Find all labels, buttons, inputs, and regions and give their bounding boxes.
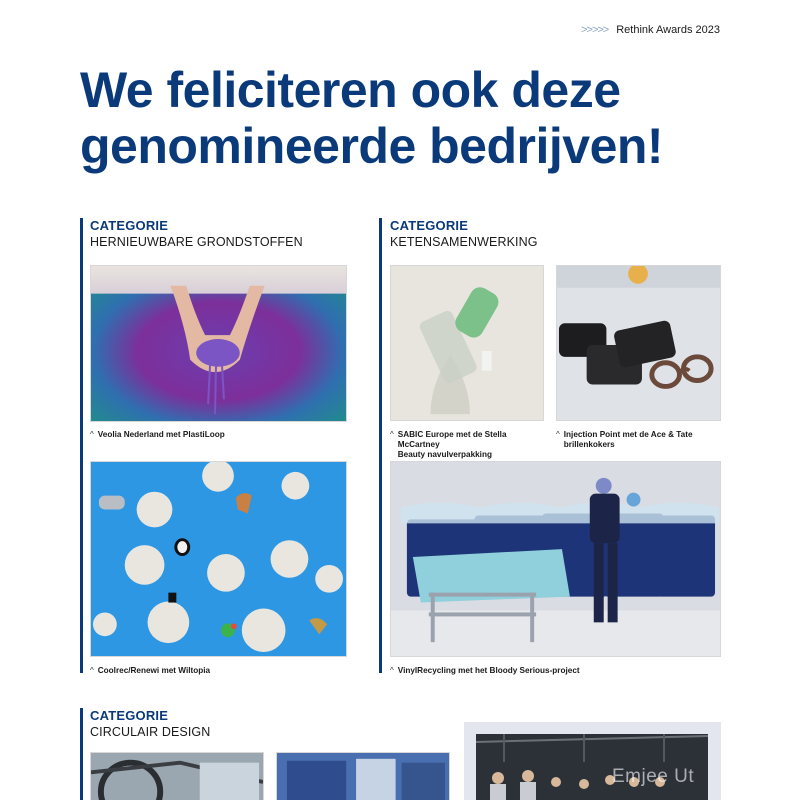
caption-text: Coolrec/Renewi met Wiltopia [97,666,211,675]
photo-factory-machine [276,752,450,800]
watermark-text: Emjee Ut [612,766,695,787]
caret-icon: ^ [90,430,94,439]
caret-icon: ^ [390,666,394,675]
caption-text: Veolia Nederland met PlastiLoop [97,430,225,439]
caption-text: SABIC Europe met de Stella McCartney Beauty navulverpakking [397,430,507,459]
photo-glasses-cases [556,265,721,421]
photo-hospital-bins [390,461,721,657]
photo-hands-granulate [90,265,347,422]
photo-group-frame [464,722,721,800]
section-accent-bar [80,218,83,673]
photo-caption [556,430,721,450]
photo-toys-pellets [90,461,347,657]
caret-icon: ^ [556,430,560,439]
section-accent-bar [379,218,382,673]
title-line-2: genomineerde bedrijven! [80,118,664,174]
photo-caption [90,666,210,676]
photo-caption [390,666,580,676]
section-ketensamenwerking [379,218,724,673]
section-circulair-design [80,708,480,800]
chevron-arrows-icon: >>>>> [581,24,609,36]
category-name: HERNIEUWBARE GRONDSTOFFEN [90,235,303,249]
caption-text: Injection Point met de Ace & Tate brillenkokers [563,430,693,449]
caret-icon: ^ [390,430,394,439]
category-label: CATEGORIE [390,218,469,233]
page-title [80,62,740,174]
photo-refill-bottles [390,265,544,421]
title-line-1: We feliciteren ook deze [80,62,621,118]
photo-caption [390,430,550,460]
section-accent-bar [80,708,83,800]
section-hernieuwbare-grondstoffen [80,218,350,673]
photo-bicycle-wheel [90,752,264,800]
header-tag [581,24,720,36]
caret-icon: ^ [90,666,94,675]
category-label: CATEGORIE [90,218,169,233]
publication-label: Rethink Awards 2023 [616,24,720,36]
category-label: CATEGORIE [90,708,169,723]
photo-caption [90,430,225,440]
caption-text: VinylRecycling met het Bloody Serious-project [397,666,580,675]
category-name: CIRCULAIR DESIGN [90,725,211,739]
category-name: KETENSAMENWERKING [390,235,538,249]
